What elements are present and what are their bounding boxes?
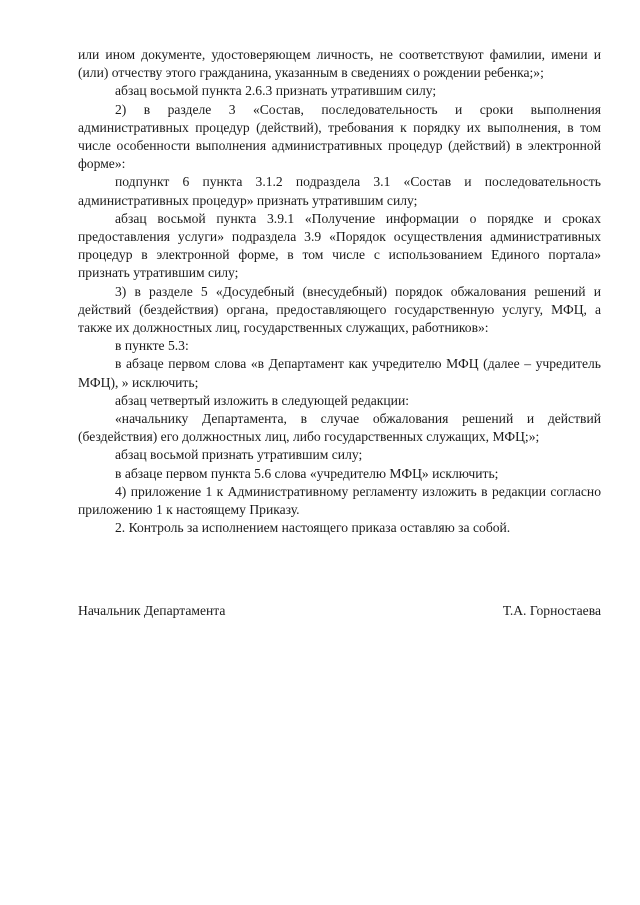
signatory-name: Т.А. Горностаева: [502, 603, 601, 618]
paragraph-continuation: или ином документе, удостоверяющем личность, не соответствуют фамилии, имени и (или) отчеству этого гражданина, указанным в сведениях о рождении ребенка;»;: [78, 47, 601, 81]
document-body: [78, 46, 601, 537]
signature-block: [78, 602, 601, 620]
paragraph-clause-2-6-3: абзац восьмой пункта 2.6.3 признать утратившим силу;: [115, 83, 437, 99]
paragraph-appendix-1: 4) приложение 1 к Административному регламенту изложить в редакции согласно приложению 1 к настоящему Приказу.: [78, 483, 601, 518]
paragraph-point-5-3: в пункте 5.3:: [115, 338, 189, 354]
paragraph-subclause-3-1-2: подпункт 6 пункта 3.1.2 подраздела 3.1 «Состав и последовательность административных процедур» признать утратившим силу;: [78, 174, 601, 208]
paragraph-section-3: 2) в разделе 3 «Состав, последовательность и сроки выполнения административных процедур (действий), требования к порядку их выполнения, в том числе особенности выполнения административных процедур (действий) в электронной форме»:: [78, 101, 601, 172]
paragraph-control: 2. Контроль за исполнением настоящего приказа оставляю за собой.: [115, 520, 511, 536]
paragraph-new-wording: «начальнику Департамента, в случае обжалования решений и действий (бездействия) его должностных лиц, либо государственных служащих, МФЦ;»;: [78, 411, 601, 445]
paragraph-section-5: 3) в разделе 5 «Досудебный (внесудебный) порядок обжалования решений и действий (бездействия) органа, предоставляющего государственную услугу, МФЦ, а также их должностных лиц, государственных служащих, работников»:: [78, 283, 601, 336]
paragraph-fourth-abzac: абзац четвертый изложить в следующей редакции:: [115, 392, 410, 408]
signatory-position: Начальник Департамента: [78, 603, 226, 618]
paragraph-first-abzac: в абзаце первом слова «в Департамент как учредителю МФЦ (далее – учредитель МФЦ), » исключить;: [78, 356, 601, 390]
paragraph-eighth-abzac: абзац восьмой признать утратившим силу;: [115, 447, 363, 463]
paragraph-point-5-6: в абзаце первом пункта 5.6 слова «учредителю МФЦ» исключить;: [115, 465, 499, 481]
paragraph-clause-3-9-1: абзац восьмой пункта 3.9.1 «Получение информации о порядке и сроках предоставления услуги» подраздела 3.9 «Порядок осуществления административных процедур в электронной форме, в том числе с использованием Единого портала» признать утратившим силу;: [78, 210, 601, 281]
